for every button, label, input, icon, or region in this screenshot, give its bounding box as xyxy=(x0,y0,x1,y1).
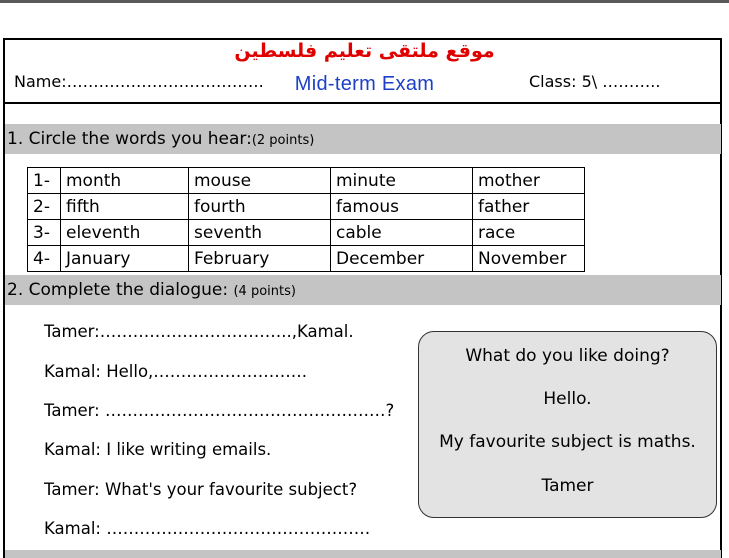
question-2-heading xyxy=(5,275,721,305)
table-row xyxy=(28,168,585,194)
word-cell: January xyxy=(61,246,189,272)
dialogue-line: Tamer:……………………………..,Kamal. xyxy=(44,322,354,341)
question-1-points: (2 points) xyxy=(251,133,315,148)
word-cell: fifth xyxy=(61,194,189,220)
question-1-heading xyxy=(5,124,721,154)
word-cell: mother xyxy=(473,168,585,194)
class-field xyxy=(529,72,660,91)
dialogue-line: Kamal: Hello,………………………. xyxy=(44,362,308,381)
exam-title: Mid-term Exam xyxy=(294,73,435,95)
word-cell: month xyxy=(61,168,189,194)
row-number: 2- xyxy=(28,194,61,220)
dialogue-line: Tamer: What's your favourite subject? xyxy=(44,480,358,499)
word-cell: father xyxy=(473,194,585,220)
word-cell: seventh xyxy=(189,220,331,246)
dialogue-line: Tamer: ……………………………………………? xyxy=(44,401,395,420)
word-box-option: What do you like doing? xyxy=(465,346,670,366)
question-2-points: (4 points) xyxy=(233,284,296,299)
name-blank: ………………………………. xyxy=(66,72,264,91)
row-number: 1- xyxy=(28,168,61,194)
header-divider xyxy=(5,102,721,104)
question-2-prompt: 2. Complete the dialogue: xyxy=(7,280,229,300)
table-row xyxy=(28,220,585,246)
top-rule xyxy=(0,0,729,3)
word-box-option: Tamer xyxy=(541,476,594,496)
dialogue-line: Kamal: ………………………………………… xyxy=(44,519,371,538)
word-cell: minute xyxy=(331,168,473,194)
word-cell: November xyxy=(473,246,585,272)
row-number: 4- xyxy=(28,246,61,272)
class-blank: ……….. xyxy=(597,72,661,91)
word-cell: mouse xyxy=(189,168,331,194)
word-cell: eleventh xyxy=(61,220,189,246)
bottom-section-bar xyxy=(5,550,721,558)
word-cell: famous xyxy=(331,194,473,220)
word-cell: fourth xyxy=(189,194,331,220)
row-number: 3- xyxy=(28,220,61,246)
word-cell: December xyxy=(331,246,473,272)
site-title: موقع ملتقى تعليم فلسطين xyxy=(234,40,495,62)
word-cell: cable xyxy=(331,220,473,246)
word-table xyxy=(27,167,585,272)
question-1-prompt: 1. Circle the words you hear: xyxy=(7,129,252,149)
name-label: Name: xyxy=(14,72,67,91)
word-cell: race xyxy=(473,220,585,246)
table-row xyxy=(28,246,585,272)
dialogue-line: Kamal: I like writing emails. xyxy=(44,440,272,459)
word-box-option: My favourite subject is maths. xyxy=(439,432,696,452)
word-box-option: Hello. xyxy=(543,389,592,409)
word-cell: February xyxy=(189,246,331,272)
class-label: Class: 5\ xyxy=(529,72,598,91)
table-row xyxy=(28,194,585,220)
answer-word-box xyxy=(418,331,717,518)
